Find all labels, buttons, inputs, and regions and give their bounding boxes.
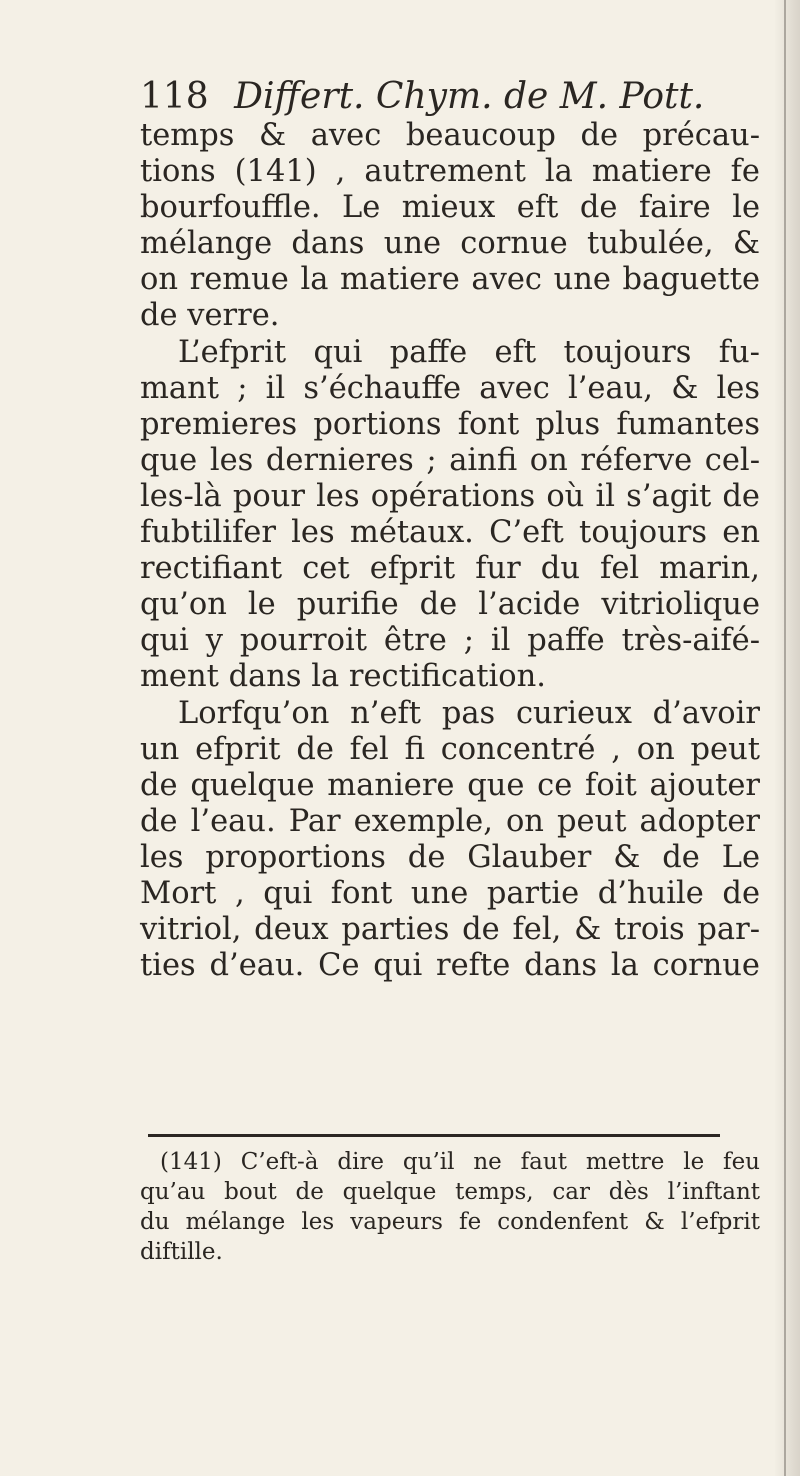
text-line: de verre. bbox=[140, 298, 280, 334]
text-line: tions (141) , autrement la matiere fe bbox=[140, 154, 760, 190]
footnote bbox=[140, 1147, 760, 1267]
text-line: mélange dans une cornue tubulée, & bbox=[140, 226, 760, 262]
text-line: bourfouffle. Le mieux eft de faire le bbox=[140, 190, 760, 226]
text-line: ties d’eau. Ce qui refte dans la cornue bbox=[140, 948, 760, 984]
text-line: premieres portions font plus fumantes bbox=[140, 406, 760, 442]
text-line: Lorfqu’on n’eft pas curieux d’avoir bbox=[178, 695, 760, 731]
main-text bbox=[140, 118, 760, 984]
page-edge-line bbox=[784, 0, 786, 1476]
text-line: qui y pourroit être ; il paffe très-aifé- bbox=[140, 623, 760, 659]
text-line: de quelque maniere que ce foit ajouter bbox=[140, 767, 760, 803]
text-line: les-là pour les opérations où il s’agit de bbox=[140, 478, 760, 514]
page-edge-shadow bbox=[774, 0, 800, 1476]
text-line: ment dans la rectification. bbox=[140, 659, 546, 695]
text-line: mant ; il s’échauffe avec l’eau, & les bbox=[140, 370, 760, 406]
text-line: un efprit de fel fi concentré , on peut bbox=[140, 731, 760, 767]
text-line: que les dernieres ; ainfi on réferve cel- bbox=[140, 442, 760, 478]
running-title: Differt. Chym. de M. Pott. bbox=[234, 76, 705, 117]
text-line: rectifiant cet efprit fur du fel marin, bbox=[140, 551, 760, 587]
text-line: vitriol, deux parties de fel, & trois par- bbox=[140, 912, 760, 948]
footnote-rule bbox=[148, 1134, 720, 1137]
footnote-line: (141) C’eft-à dire qu’il ne faut mettre le feu bbox=[160, 1149, 760, 1175]
footnote-line: qu’au bout de quelque temps, car dès l’inftant bbox=[140, 1179, 760, 1205]
text-line: Mort , qui font une partie d’huile de bbox=[140, 875, 760, 911]
text-line: fubtilifer les métaux. C’eft toujours en bbox=[140, 515, 760, 551]
footnote-line: du mélange les vapeurs fe condenfent & l’efprit bbox=[140, 1209, 760, 1235]
page-number: 118 bbox=[140, 76, 209, 117]
footnote-line: diftille. bbox=[140, 1239, 223, 1265]
text-line: on remue la matiere avec une baguette bbox=[140, 262, 760, 298]
text-line: temps & avec beaucoup de précau- bbox=[140, 118, 760, 153]
text-line: les proportions de Glauber & de Le bbox=[140, 839, 760, 875]
text-line: L’efprit qui paffe eft toujours fu- bbox=[178, 334, 760, 370]
running-header bbox=[140, 74, 740, 120]
text-line: qu’on le purifie de l’acide vitriolique bbox=[140, 587, 760, 623]
text-line: de l’eau. Par exemple, on peut adopter bbox=[140, 803, 760, 839]
